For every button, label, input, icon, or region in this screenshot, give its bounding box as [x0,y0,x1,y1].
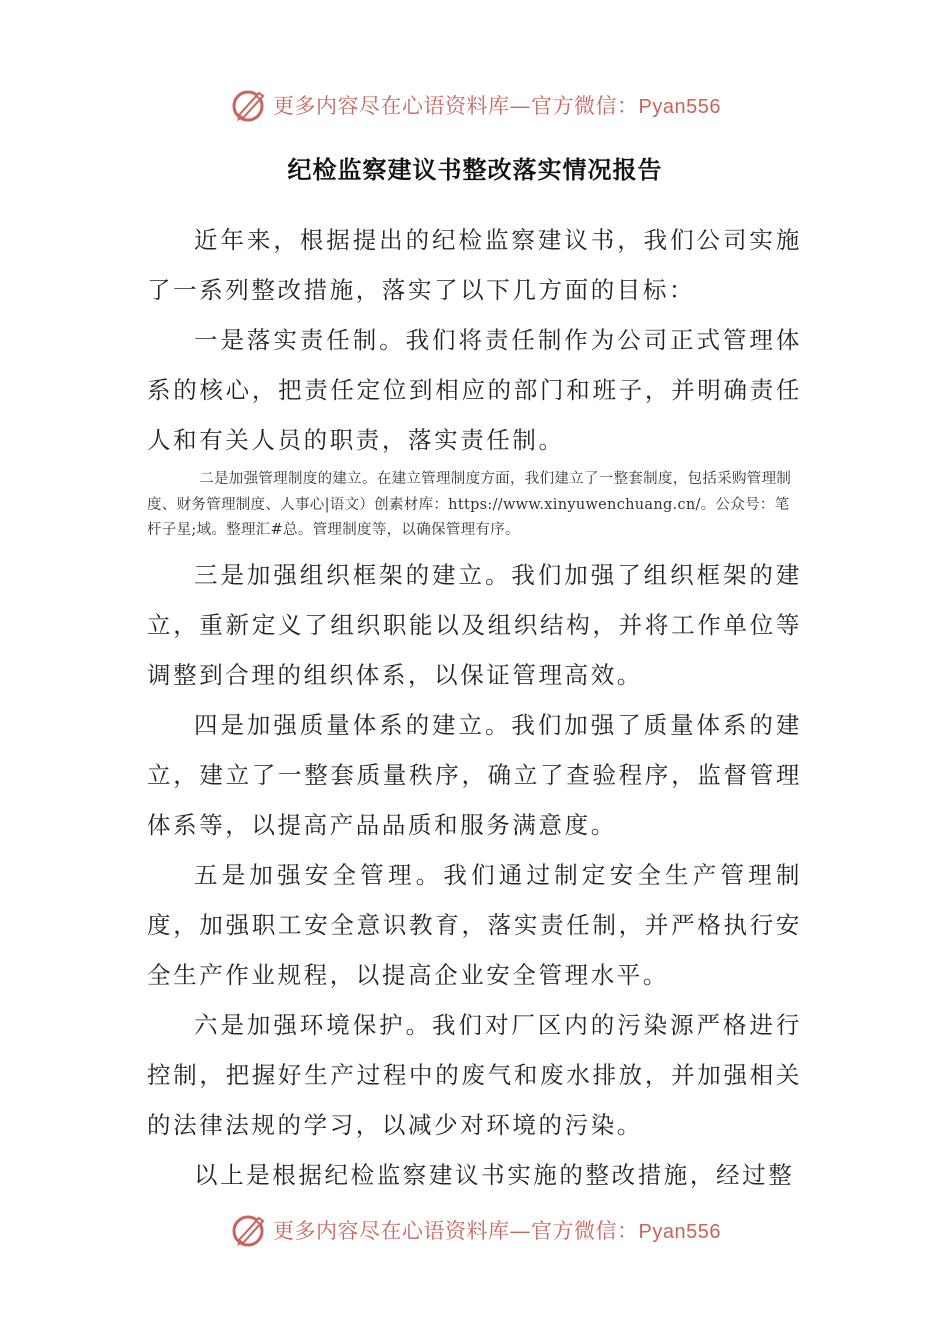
header-banner [0,80,950,130]
paragraph-intro: 近年来，根据提出的纪检监察建议书，我们公司实施了一系列整改措施，落实了以下几方面的目标： [147,226,802,304]
header-banner-text: 更多内容尽在心语资料库—官方微信：Pyan556 [273,94,721,118]
paragraph-conclusion: 以上是根据纪检监察建议书实施的整改措施，经过整 [194,1160,795,1189]
document-title: 纪检监察建议书整改落实情况报告 [287,156,663,184]
pen-logo-icon [229,85,269,125]
pen-logo-icon [229,1210,269,1250]
paragraph-4: 四是加强质量体系的建立。我们加强了质量体系的建立，建立了一整套质量秩序，确立了查验程序，监督管理体系等，以提高产品品质和服务满意度。 [147,710,802,839]
paragraph-1: 一是落实责任制。我们将责任制作为公司正式管理体系的核心，把责任定位到相应的部门和班子，并明确责任人和有关人员的职责，落实责任制。 [147,326,802,454]
paragraph-5: 五是加强安全管理。我们通过制定安全生产管理制度，加强职工安全意识教育，落实责任制，并严格执行安全生产作业规程，以提高企业安全管理水平。 [147,860,802,989]
header-wechat-id: Pyan556 [638,96,721,118]
paragraph-6: 六是加强环境保护。我们对厂区内的污染源严格进行控制，把握好生产过程中的废气和废水排放，并加强相关的法律法规的学习，以减少对环境的污染。 [147,1010,802,1139]
footer-banner-text: 更多内容尽在心语资料库—官方微信：Pyan556 [273,1219,721,1243]
paragraph-3: 三是加强组织框架的建立。我们加强了组织框架的建立，重新定义了组织职能以及组织结构，并将工作单位等调整到合理的组织体系，以保证管理高效。 [147,560,802,689]
document-body [147,215,802,1200]
footer-wechat-id: Pyan556 [638,1221,721,1243]
paragraph-2-watermarked: 二是加强管理制度的建立。在建立管理制度方面，我们建立了一整套制度，包括采购管理制度、财务管理制度、人事心|语文）创素材库：https://www.xinyuwenchuang.cn/。公众号：笔杆子星;域。整理汇#总。管理制度等，以确保管理有序。 [147,471,792,538]
footer-banner [0,1205,950,1255]
